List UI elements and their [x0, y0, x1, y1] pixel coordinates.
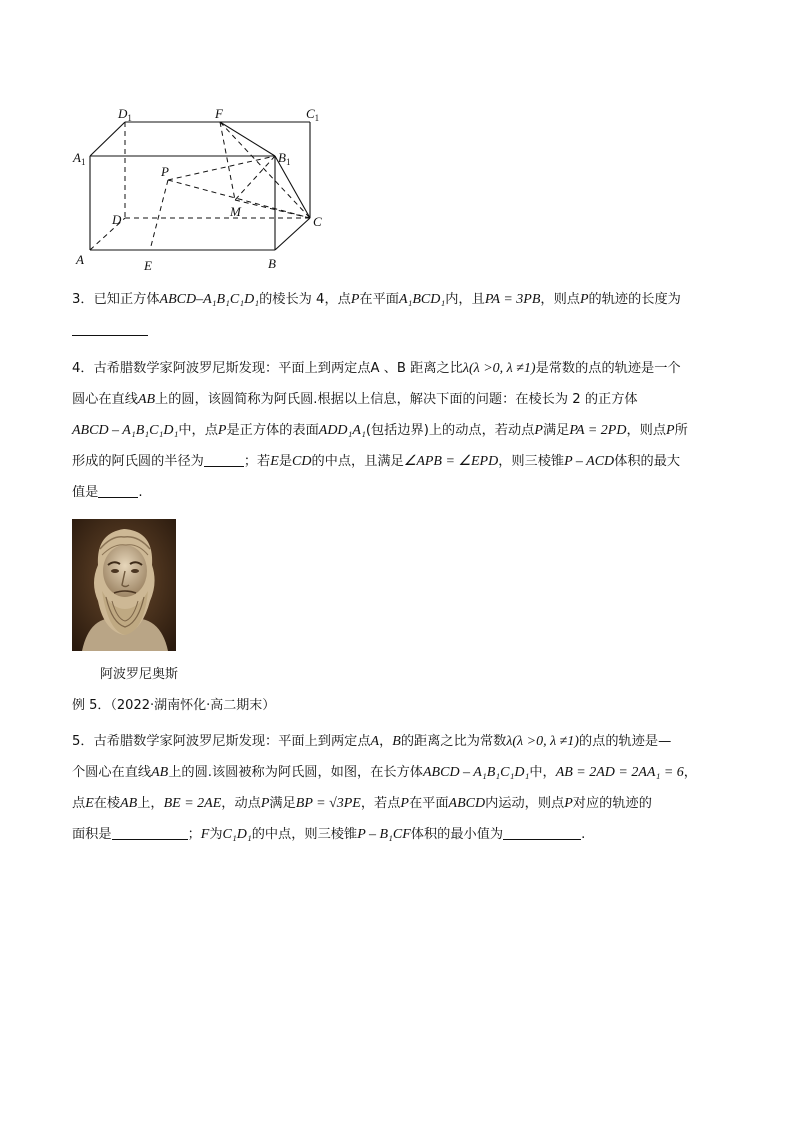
label-b: B	[268, 256, 276, 271]
answer-blank	[98, 483, 138, 498]
label-d: D	[112, 212, 122, 227]
label-b1: $B_1$	[278, 150, 291, 167]
edge-b1c	[275, 156, 310, 218]
question-5: 5．古希腊数学家阿波罗尼斯发现：平面上到两定点A，B的距离之比为常数λ(λ >0, λ ≠1)的点的轨迹是— 个圆心在直线AB上的圆.该圆被称为阿氏圆，如图，在长方体ABCD – A₁B₁C₁D₁中，AB = 2AD = 2AA₁ = 6， 点E在棱AB上，BE = 2AE，动点P满足BP = √3PE，若点P在平面ABCD内运动，则点P对应的轨迹的 面积是 ；F为C₁D₁的中点，则三棱锥P – B₁CF体积的最小值为 .	[72, 734, 697, 842]
question-4: 4．古希腊数学家阿波罗尼斯发现：平面上到两定点A 、B 距离之比λ(λ >0, λ ≠1)是常数的点的轨迹是一个 圆心在直线AB上的圆，该圆简称为阿氏圆.根据以上信息，解决下面的问题：在棱长为 2 的正方体 ABCD – A₁B₁C₁D₁中，点P是正方体的表面ADD₁A₁(包括边界)上的动点，若动点P满足PA = 2PD，则点P所 形成的阿氏圆的半径为 ；若E是CD的中点，且满足∠APB = ∠EPD，则三棱锥P – ACD体积的最大 值是 .	[72, 361, 688, 500]
answer-blank	[72, 321, 148, 336]
segment-fm	[220, 122, 235, 200]
answer-blank	[503, 825, 581, 840]
cuboid-diagram	[70, 100, 360, 278]
apollonius-portrait	[72, 519, 176, 651]
answer-blank	[112, 825, 188, 840]
segment-pe	[150, 180, 168, 250]
label-d1: $D_1$	[118, 106, 132, 123]
segment-b1m	[235, 156, 275, 200]
portrait-caption: 阿波罗尼奥斯	[100, 667, 179, 682]
label-a1: $A_1$	[73, 150, 86, 167]
label-c1: $C_1$	[306, 106, 320, 123]
label-p: P	[161, 164, 169, 179]
label-c: C	[313, 214, 322, 229]
label-f: F	[215, 106, 223, 121]
example-heading: 例 5．（2022·湖南怀化·高二期末）	[72, 698, 276, 713]
edge-bc	[275, 218, 310, 250]
answer-blank	[204, 452, 244, 467]
edge-a1d1	[90, 122, 125, 156]
question-3: 3．已知正方体ABCD–A₁B₁C₁D₁的棱长为 4，点P在平面A₁BCD₁内，且PA = 3PB，则点P的轨迹的长度为	[72, 284, 732, 346]
label-e: E	[144, 258, 152, 273]
label-m: M	[230, 204, 241, 219]
segment-pb1	[168, 156, 275, 180]
label-a: A	[76, 252, 84, 267]
cuboid-figure	[70, 100, 360, 278]
